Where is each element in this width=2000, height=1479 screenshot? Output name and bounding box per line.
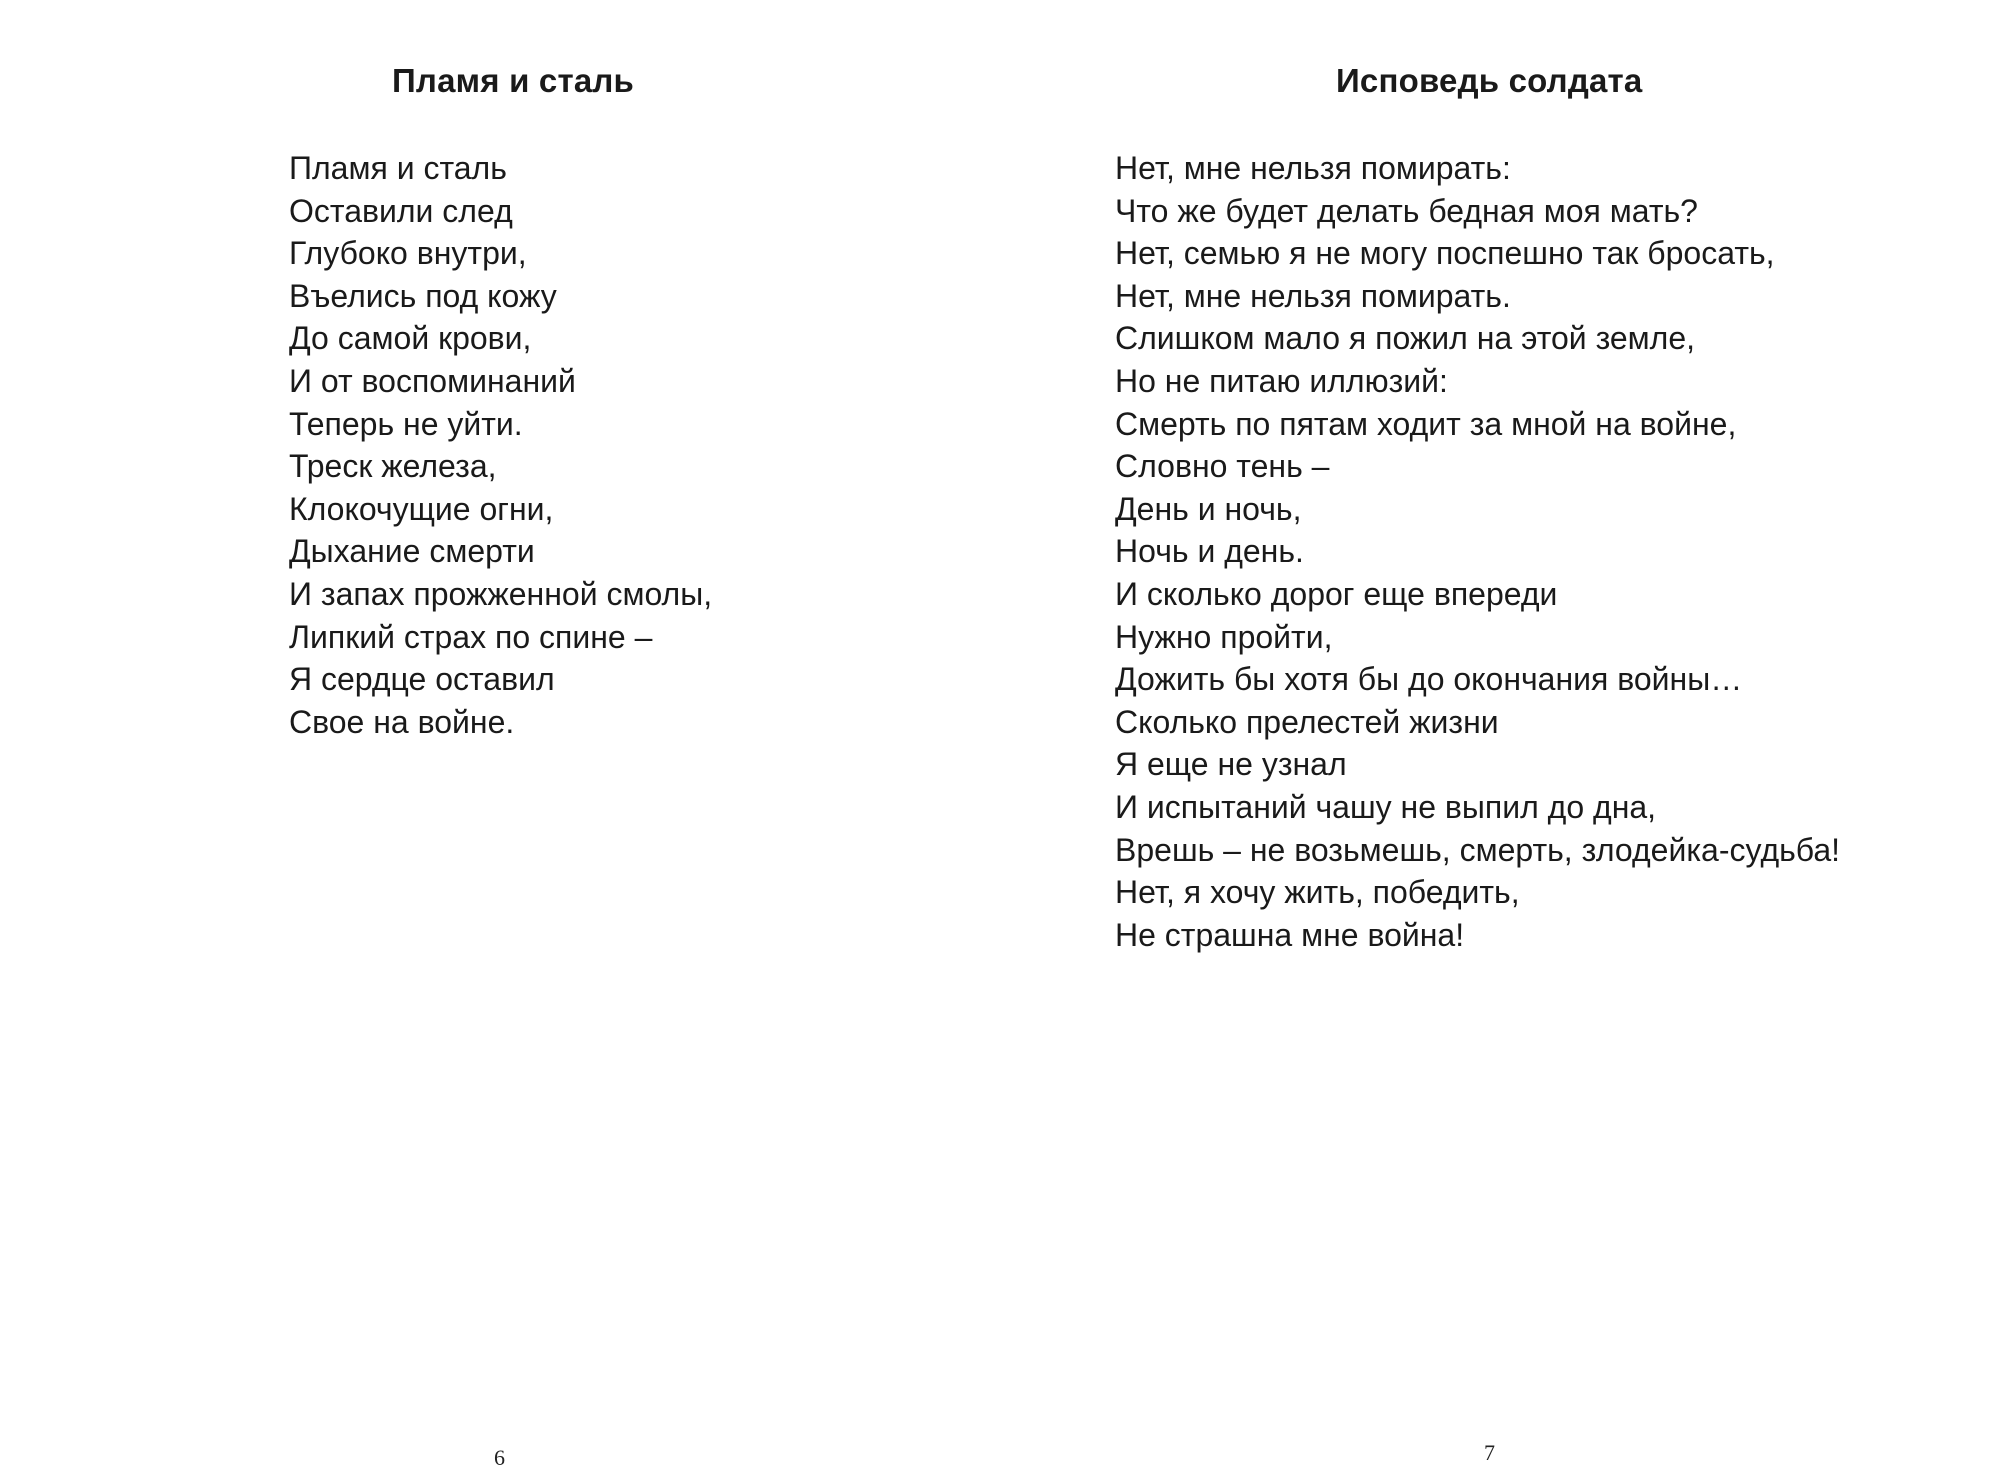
poem-line: Нет, семью я не могу поспешно так бросать,: [1115, 235, 1775, 272]
poem-line: Врешь – не возьмешь, смерть, злодейка-судьба!: [1115, 831, 1841, 868]
poem-line: Я еще не узнал: [1115, 746, 1347, 783]
poem-line: Пламя и сталь: [289, 150, 507, 186]
poem-line: Клокочущие огни,: [289, 490, 554, 527]
poem-line: Что же будет делать бедная моя мать?: [1115, 192, 1698, 229]
poem-line: Нужно пройти,: [1115, 618, 1333, 655]
poem-line: Нет, мне нельзя помирать.: [1115, 277, 1511, 314]
poem-line: Свое на войне.: [289, 703, 515, 740]
right-page: [1000, 0, 2000, 1479]
poem-line: Теперь не уйти.: [289, 405, 523, 442]
poem-line: Глубоко внутри,: [289, 235, 527, 272]
poem-line: Слишком мало я пожил на этой земле,: [1115, 320, 1696, 357]
poem-line: И запах прожженной смолы,: [289, 575, 713, 612]
poem-line: Оставили след: [289, 192, 513, 229]
poem-line: Нет, мне нельзя помирать:: [1115, 150, 1511, 186]
poem-line: Смерть по пятам ходит за мной на войне,: [1115, 405, 1737, 442]
poem-line: Не страшна мне война!: [1115, 916, 1465, 953]
poem-line: Липкий страх по спине –: [289, 618, 653, 655]
page-number: 6: [494, 1445, 505, 1470]
poem-line: Нет, я хочу жить, победить,: [1115, 874, 1520, 911]
poem-line: День и ночь,: [1115, 490, 1302, 527]
poem-line: И испытаний чашу не выпил до дна,: [1115, 788, 1657, 825]
poem-line: Словно тень –: [1115, 448, 1330, 485]
poem-line: Сколько прелестей жизни: [1115, 703, 1499, 740]
page-number: 7: [1484, 1440, 1495, 1465]
poem-line: И сколько дорог еще впереди: [1115, 575, 1558, 612]
poem-line: Я сердце оставил: [289, 661, 555, 698]
poem-line: Треск железа,: [289, 448, 497, 485]
poem-body: [1115, 147, 1840, 956]
poem-line: Ночь и день.: [1115, 533, 1304, 570]
poem-line: И от воспоминаний: [289, 362, 576, 399]
poem-line: Дожить бы хотя бы до окончания войны…: [1115, 661, 1743, 698]
poem-line: Но не питаю иллюзий:: [1115, 362, 1448, 399]
poem-body: [289, 147, 712, 743]
poem-title: Пламя и сталь: [392, 62, 635, 99]
poem-title: Исповедь солдата: [1336, 62, 1643, 99]
poem-line: До самой крови,: [289, 320, 532, 357]
poem-line: Въелись под кожу: [289, 277, 557, 314]
poem-line: Дыхание смерти: [289, 533, 535, 570]
